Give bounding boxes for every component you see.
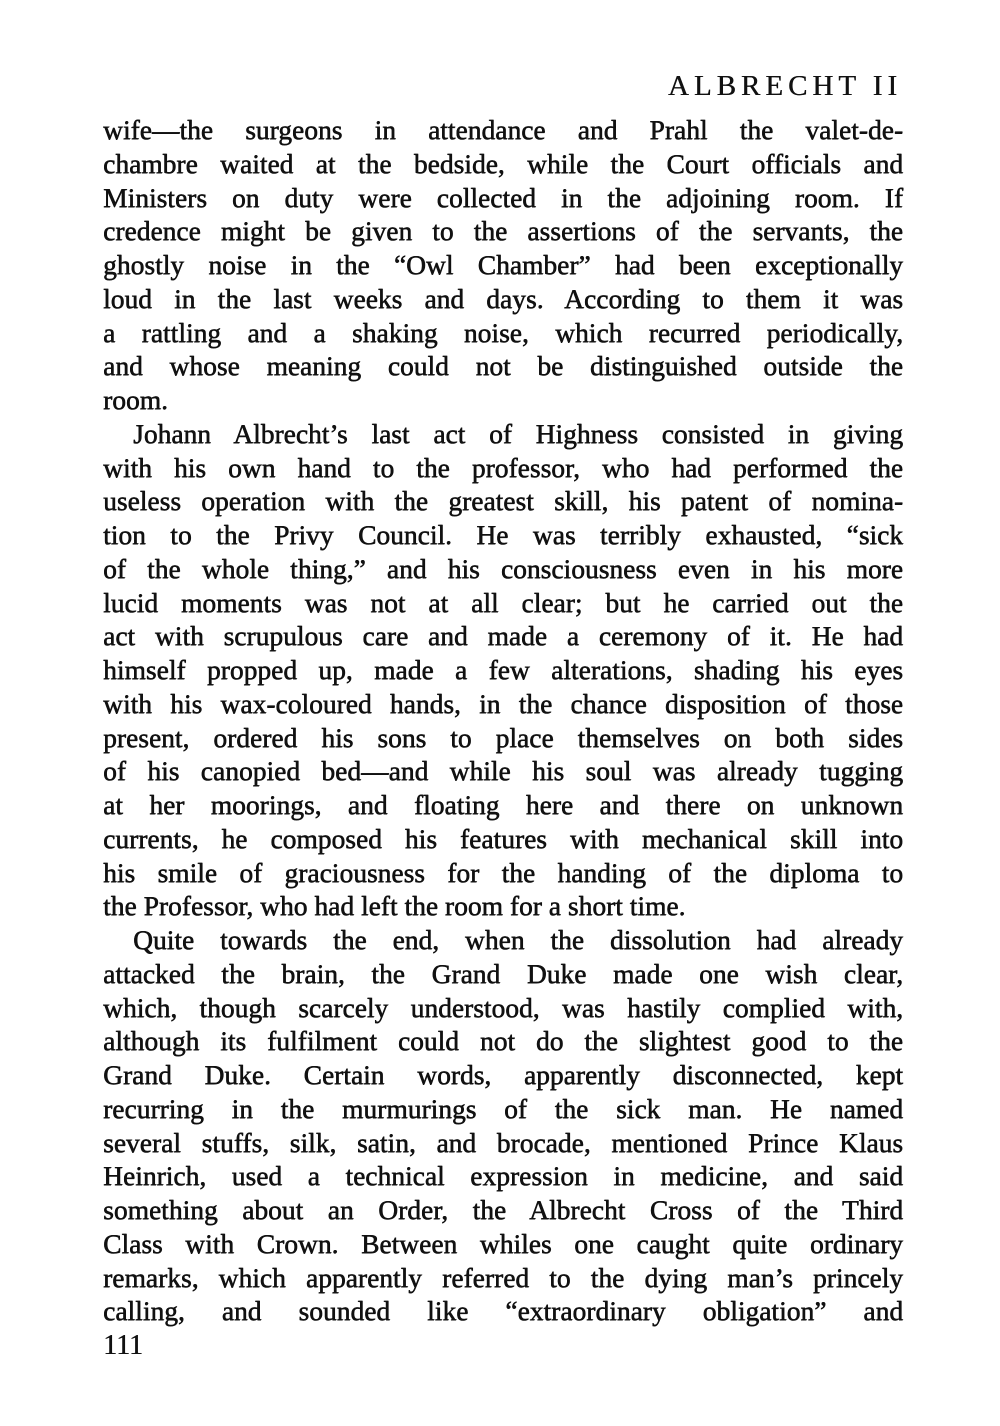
text-line: room. (103, 384, 168, 415)
text-line: a rattling and a shaking noise, which recurred periodically, (103, 316, 903, 348)
text-line: the Professor, who had left the room for a short time. (103, 890, 686, 922)
text-line: useless operation with the greatest skill, his patent of nomina- (103, 485, 903, 517)
text-line: credence might be given to the assertions of the servants, the (103, 215, 903, 247)
text-line: Heinrich, used a technical expression in medicine, and said (103, 1160, 903, 1192)
text-line: with his own hand to the professor, who had performed the (103, 451, 903, 483)
page-number: 111 (103, 1330, 143, 1361)
text-line: tion to the Privy Council. He was terribly exhausted, “sick (103, 519, 903, 550)
text-line: at her moorings, and floating here and there on unknown (103, 789, 903, 820)
text-line: loud in the last weeks and days. According to them it was (103, 282, 903, 314)
text-line: of his canopied bed—and while his soul was already tugging (103, 755, 903, 787)
text-line: Grand Duke. Certain words, apparently disconnected, kept (103, 1059, 903, 1090)
text-line: although its fulfilment could not do the slightest good to the (103, 1025, 903, 1057)
running-head: ALBRECHT II (667, 70, 902, 102)
text-line: with his wax-coloured hands, in the chance disposition of those (103, 687, 903, 719)
text-line: of the whole thing,” and his consciousness even in his more (103, 552, 903, 584)
text-line: Class with Crown. Between whiles one caught quite ordinary (103, 1227, 903, 1259)
text-line: ghostly noise in the “Owl Chamber” had been exceptionally (103, 249, 903, 280)
text-line: recurring in the murmurings of the sick man. He named (103, 1092, 903, 1124)
paragraph (103, 113, 903, 417)
text-line: his smile of graciousness for the handing of the diploma to (103, 856, 903, 888)
text-line: calling, and sounded like “extraordinary obligation” and (103, 1295, 903, 1327)
text-line: several stuffs, silk, satin, and brocade, mentioned Prince Klaus (103, 1126, 903, 1158)
text-line: Ministers on duty were collected in the adjoining room. If (103, 181, 903, 213)
text-line: remarks, which apparently referred to the dying man’s princely (103, 1261, 903, 1293)
paragraph (103, 417, 903, 923)
text-line: Johann Albrecht’s last act of Highness consisted in giving (133, 417, 903, 449)
text-line: and whose meaning could not be distinguished outside the (103, 350, 903, 382)
text-line: himself propped up, made a few alterations, shading his eyes (103, 654, 903, 685)
page-body (103, 113, 903, 1328)
text-line: Quite towards the end, when the dissolution had already (133, 924, 903, 955)
text-line: act with scrupulous care and made a ceremony of it. He had (103, 620, 903, 652)
text-line: which, though scarcely understood, was hastily complied with, (103, 991, 903, 1023)
text-line: currents, he composed his features with mechanical skill into (103, 822, 903, 854)
text-line: attacked the brain, the Grand Duke made one wish clear, (103, 957, 903, 989)
text-line: lucid moments was not at all clear; but he carried out the (103, 586, 903, 618)
text-line: present, ordered his sons to place themselves on both sides (103, 721, 903, 753)
text-line: something about an Order, the Albrecht Cross of the Third (103, 1194, 903, 1225)
text-line: wife—the surgeons in attendance and Prahl the valet-de- (103, 114, 903, 145)
text-line: chambre waited at the bedside, while the Court officials and (103, 147, 903, 179)
paragraph (103, 923, 903, 1328)
